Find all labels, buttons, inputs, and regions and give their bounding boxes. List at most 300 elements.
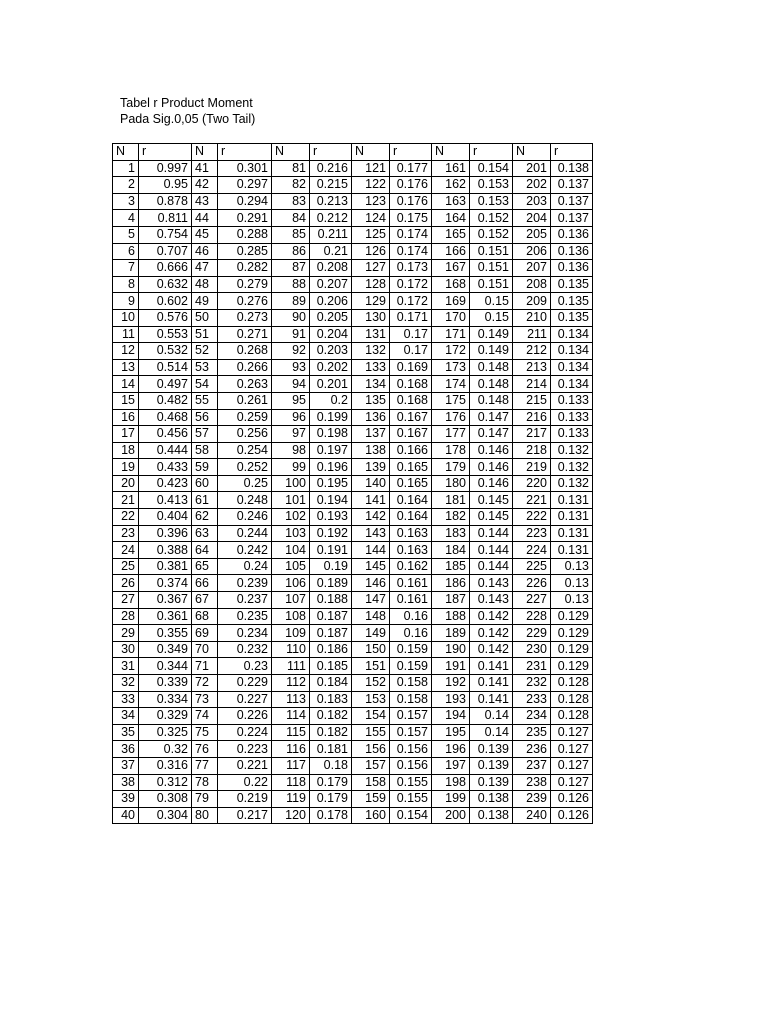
cell-n: 105 — [272, 558, 310, 575]
cell-r: 0.131 — [551, 525, 593, 542]
cell-r: 0.13 — [551, 558, 593, 575]
cell-n: 189 — [432, 625, 470, 642]
cell-n: 109 — [272, 625, 310, 642]
cell-n: 186 — [432, 575, 470, 592]
cell-n: 28 — [113, 608, 139, 625]
cell-n: 175 — [432, 392, 470, 409]
cell-r: 0.279 — [218, 276, 272, 293]
cell-n: 94 — [272, 376, 310, 393]
cell-r: 0.396 — [139, 525, 192, 542]
cell-n: 7 — [113, 260, 139, 277]
cell-n: 161 — [432, 160, 470, 177]
cell-r: 0.186 — [310, 641, 352, 658]
cell-r: 0.161 — [390, 592, 432, 609]
cell-r: 0.297 — [218, 177, 272, 194]
cell-r: 0.134 — [551, 359, 593, 376]
cell-r: 0.135 — [551, 293, 593, 310]
cell-n: 23 — [113, 525, 139, 542]
cell-r: 0.308 — [139, 791, 192, 808]
cell-n: 30 — [113, 641, 139, 658]
cell-r: 0.276 — [218, 293, 272, 310]
cell-n: 111 — [272, 658, 310, 675]
table-row — [113, 177, 593, 194]
cell-n: 169 — [432, 293, 470, 310]
cell-n: 73 — [192, 691, 218, 708]
cell-r: 0.271 — [218, 326, 272, 343]
cell-n: 208 — [513, 276, 551, 293]
cell-n: 75 — [192, 724, 218, 741]
cell-n: 106 — [272, 575, 310, 592]
cell-r: 0.404 — [139, 509, 192, 526]
cell-n: 98 — [272, 442, 310, 459]
cell-r: 0.301 — [218, 160, 272, 177]
table-row — [113, 392, 593, 409]
cell-r: 0.162 — [390, 558, 432, 575]
cell-r: 0.221 — [218, 757, 272, 774]
cell-n: 180 — [432, 475, 470, 492]
cell-r: 0.374 — [139, 575, 192, 592]
cell-r: 0.145 — [470, 492, 513, 509]
cell-r: 0.263 — [218, 376, 272, 393]
cell-n: 3 — [113, 193, 139, 210]
cell-r: 0.997 — [139, 160, 192, 177]
cell-n: 103 — [272, 525, 310, 542]
cell-n: 57 — [192, 426, 218, 443]
cell-r: 0.312 — [139, 774, 192, 791]
cell-n: 143 — [352, 525, 390, 542]
cell-n: 204 — [513, 210, 551, 227]
cell-n: 12 — [113, 343, 139, 360]
cell-r: 0.132 — [551, 475, 593, 492]
cell-r: 0.133 — [551, 409, 593, 426]
cell-r: 0.136 — [551, 243, 593, 260]
cell-n: 183 — [432, 525, 470, 542]
cell-r: 0.329 — [139, 708, 192, 725]
cell-r: 0.134 — [551, 326, 593, 343]
cell-r: 0.188 — [310, 592, 352, 609]
cell-n: 67 — [192, 592, 218, 609]
cell-n: 93 — [272, 359, 310, 376]
cell-n: 56 — [192, 409, 218, 426]
cell-n: 187 — [432, 592, 470, 609]
cell-r: 0.158 — [390, 691, 432, 708]
cell-n: 191 — [432, 658, 470, 675]
table-subtitle: Pada Sig.0,05 (Two Tail) — [120, 112, 256, 126]
cell-r: 0.132 — [551, 442, 593, 459]
cell-r: 0.259 — [218, 409, 272, 426]
cell-r: 0.232 — [218, 641, 272, 658]
cell-n: 13 — [113, 359, 139, 376]
cell-n: 210 — [513, 309, 551, 326]
cell-r: 0.126 — [551, 807, 593, 824]
cell-n: 195 — [432, 724, 470, 741]
cell-r: 0.226 — [218, 708, 272, 725]
cell-r: 0.181 — [310, 741, 352, 758]
cell-r: 0.576 — [139, 309, 192, 326]
cell-n: 10 — [113, 309, 139, 326]
cell-r: 0.252 — [218, 459, 272, 476]
cell-n: 16 — [113, 409, 139, 426]
cell-n: 107 — [272, 592, 310, 609]
cell-n: 108 — [272, 608, 310, 625]
cell-n: 126 — [352, 243, 390, 260]
cell-n: 131 — [352, 326, 390, 343]
cell-r: 0.95 — [139, 177, 192, 194]
cell-r: 0.128 — [551, 675, 593, 692]
cell-r: 0.14 — [470, 708, 513, 725]
cell-n: 41 — [192, 160, 218, 177]
cell-n: 155 — [352, 724, 390, 741]
cell-n: 235 — [513, 724, 551, 741]
cell-n: 29 — [113, 625, 139, 642]
cell-n: 194 — [432, 708, 470, 725]
cell-n: 233 — [513, 691, 551, 708]
cell-n: 188 — [432, 608, 470, 625]
cell-n: 58 — [192, 442, 218, 459]
cell-n: 26 — [113, 575, 139, 592]
cell-n: 92 — [272, 343, 310, 360]
cell-n: 139 — [352, 459, 390, 476]
cell-n: 42 — [192, 177, 218, 194]
cell-r: 0.213 — [310, 193, 352, 210]
cell-n: 184 — [432, 542, 470, 559]
cell-n: 88 — [272, 276, 310, 293]
table-row — [113, 641, 593, 658]
cell-r: 0.145 — [470, 509, 513, 526]
cell-n: 76 — [192, 741, 218, 758]
cell-r: 0.242 — [218, 542, 272, 559]
cell-r: 0.148 — [470, 359, 513, 376]
table-row — [113, 226, 593, 243]
cell-n: 158 — [352, 774, 390, 791]
cell-n: 124 — [352, 210, 390, 227]
cell-r: 0.139 — [470, 774, 513, 791]
cell-r: 0.172 — [390, 276, 432, 293]
cell-n: 141 — [352, 492, 390, 509]
table-row — [113, 376, 593, 393]
cell-r: 0.156 — [390, 741, 432, 758]
cell-n: 68 — [192, 608, 218, 625]
cell-n: 167 — [432, 260, 470, 277]
cell-n: 5 — [113, 226, 139, 243]
cell-n: 137 — [352, 426, 390, 443]
cell-r: 0.157 — [390, 708, 432, 725]
cell-n: 145 — [352, 558, 390, 575]
cell-n: 207 — [513, 260, 551, 277]
cell-n: 218 — [513, 442, 551, 459]
cell-n: 138 — [352, 442, 390, 459]
cell-n: 1 — [113, 160, 139, 177]
cell-r: 0.19 — [310, 558, 352, 575]
cell-r: 0.21 — [310, 243, 352, 260]
cell-n: 64 — [192, 542, 218, 559]
cell-r: 0.194 — [310, 492, 352, 509]
cell-r: 0.151 — [470, 243, 513, 260]
cell-r: 0.138 — [470, 807, 513, 824]
cell-r: 0.159 — [390, 641, 432, 658]
cell-n: 32 — [113, 675, 139, 692]
cell-r: 0.133 — [551, 426, 593, 443]
cell-r: 0.388 — [139, 542, 192, 559]
cell-r: 0.169 — [390, 359, 432, 376]
cell-n: 230 — [513, 641, 551, 658]
cell-n: 86 — [272, 243, 310, 260]
column-header-n: N — [192, 144, 218, 161]
cell-r: 0.234 — [218, 625, 272, 642]
cell-r: 0.23 — [218, 658, 272, 675]
cell-n: 225 — [513, 558, 551, 575]
cell-n: 63 — [192, 525, 218, 542]
cell-n: 212 — [513, 343, 551, 360]
cell-r: 0.128 — [551, 708, 593, 725]
cell-n: 160 — [352, 807, 390, 824]
cell-r: 0.189 — [310, 575, 352, 592]
cell-r: 0.227 — [218, 691, 272, 708]
cell-n: 182 — [432, 509, 470, 526]
cell-r: 0.514 — [139, 359, 192, 376]
cell-n: 39 — [113, 791, 139, 808]
table-row — [113, 309, 593, 326]
table-row — [113, 343, 593, 360]
cell-n: 40 — [113, 807, 139, 824]
table-row — [113, 774, 593, 791]
cell-r: 0.198 — [310, 426, 352, 443]
cell-r: 0.192 — [310, 525, 352, 542]
cell-n: 4 — [113, 210, 139, 227]
cell-n: 166 — [432, 243, 470, 260]
table-row — [113, 293, 593, 310]
cell-r: 0.339 — [139, 675, 192, 692]
table-body — [113, 160, 593, 824]
cell-n: 128 — [352, 276, 390, 293]
cell-r: 0.166 — [390, 442, 432, 459]
cell-r: 0.246 — [218, 509, 272, 526]
cell-r: 0.165 — [390, 475, 432, 492]
cell-n: 2 — [113, 177, 139, 194]
cell-r: 0.17 — [390, 326, 432, 343]
cell-n: 165 — [432, 226, 470, 243]
cell-r: 0.195 — [310, 475, 352, 492]
cell-r: 0.18 — [310, 757, 352, 774]
cell-n: 54 — [192, 376, 218, 393]
cell-n: 236 — [513, 741, 551, 758]
cell-n: 95 — [272, 392, 310, 409]
cell-r: 0.444 — [139, 442, 192, 459]
cell-r: 0.176 — [390, 193, 432, 210]
cell-n: 231 — [513, 658, 551, 675]
cell-r: 0.151 — [470, 276, 513, 293]
cell-n: 173 — [432, 359, 470, 376]
table-row — [113, 658, 593, 675]
cell-n: 223 — [513, 525, 551, 542]
table-row — [113, 608, 593, 625]
cell-n: 201 — [513, 160, 551, 177]
cell-n: 44 — [192, 210, 218, 227]
table-row — [113, 459, 593, 476]
cell-n: 101 — [272, 492, 310, 509]
table-row — [113, 442, 593, 459]
cell-r: 0.147 — [470, 426, 513, 443]
table-row — [113, 741, 593, 758]
cell-n: 196 — [432, 741, 470, 758]
cell-r: 0.15 — [470, 309, 513, 326]
cell-r: 0.157 — [390, 724, 432, 741]
cell-n: 117 — [272, 757, 310, 774]
cell-r: 0.127 — [551, 774, 593, 791]
cell-r: 0.175 — [390, 210, 432, 227]
cell-r: 0.173 — [390, 260, 432, 277]
cell-n: 135 — [352, 392, 390, 409]
cell-n: 96 — [272, 409, 310, 426]
cell-n: 48 — [192, 276, 218, 293]
cell-r: 0.282 — [218, 260, 272, 277]
cell-r: 0.266 — [218, 359, 272, 376]
cell-n: 220 — [513, 475, 551, 492]
cell-r: 0.256 — [218, 426, 272, 443]
cell-n: 226 — [513, 575, 551, 592]
table-row — [113, 675, 593, 692]
cell-r: 0.141 — [470, 691, 513, 708]
cell-n: 60 — [192, 475, 218, 492]
cell-n: 177 — [432, 426, 470, 443]
cell-n: 163 — [432, 193, 470, 210]
cell-n: 37 — [113, 757, 139, 774]
cell-n: 202 — [513, 177, 551, 194]
cell-r: 0.161 — [390, 575, 432, 592]
cell-n: 193 — [432, 691, 470, 708]
cell-r: 0.237 — [218, 592, 272, 609]
cell-n: 74 — [192, 708, 218, 725]
cell-n: 213 — [513, 359, 551, 376]
cell-r: 0.423 — [139, 475, 192, 492]
cell-r: 0.2 — [310, 392, 352, 409]
cell-r: 0.153 — [470, 177, 513, 194]
cell-r: 0.142 — [470, 625, 513, 642]
cell-n: 125 — [352, 226, 390, 243]
cell-r: 0.16 — [390, 625, 432, 642]
cell-r: 0.153 — [470, 193, 513, 210]
cell-n: 120 — [272, 807, 310, 824]
cell-n: 102 — [272, 509, 310, 526]
column-header-n: N — [272, 144, 310, 161]
cell-n: 35 — [113, 724, 139, 741]
cell-n: 89 — [272, 293, 310, 310]
cell-n: 34 — [113, 708, 139, 725]
cell-r: 0.666 — [139, 260, 192, 277]
cell-r: 0.146 — [470, 442, 513, 459]
cell-n: 9 — [113, 293, 139, 310]
cell-n: 49 — [192, 293, 218, 310]
cell-r: 0.184 — [310, 675, 352, 692]
cell-r: 0.148 — [470, 376, 513, 393]
cell-n: 219 — [513, 459, 551, 476]
cell-n: 90 — [272, 309, 310, 326]
cell-r: 0.126 — [551, 791, 593, 808]
cell-r: 0.229 — [218, 675, 272, 692]
cell-n: 31 — [113, 658, 139, 675]
cell-r: 0.208 — [310, 260, 352, 277]
cell-r: 0.602 — [139, 293, 192, 310]
cell-n: 21 — [113, 492, 139, 509]
cell-n: 133 — [352, 359, 390, 376]
cell-r: 0.168 — [390, 392, 432, 409]
cell-r: 0.202 — [310, 359, 352, 376]
cell-r: 0.235 — [218, 608, 272, 625]
cell-n: 164 — [432, 210, 470, 227]
cell-n: 154 — [352, 708, 390, 725]
cell-r: 0.141 — [470, 675, 513, 692]
cell-r: 0.155 — [390, 791, 432, 808]
cell-r: 0.128 — [551, 691, 593, 708]
table-row — [113, 558, 593, 575]
cell-r: 0.138 — [470, 791, 513, 808]
cell-r: 0.304 — [139, 807, 192, 824]
cell-r: 0.334 — [139, 691, 192, 708]
cell-n: 91 — [272, 326, 310, 343]
column-header-r: r — [310, 144, 352, 161]
cell-n: 198 — [432, 774, 470, 791]
cell-n: 45 — [192, 226, 218, 243]
cell-r: 0.149 — [470, 343, 513, 360]
cell-r: 0.13 — [551, 575, 593, 592]
cell-r: 0.168 — [390, 376, 432, 393]
cell-r: 0.261 — [218, 392, 272, 409]
cell-n: 79 — [192, 791, 218, 808]
cell-n: 97 — [272, 426, 310, 443]
cell-r: 0.187 — [310, 625, 352, 642]
cell-n: 69 — [192, 625, 218, 642]
cell-r: 0.164 — [390, 509, 432, 526]
cell-n: 228 — [513, 608, 551, 625]
cell-n: 238 — [513, 774, 551, 791]
cell-r: 0.134 — [551, 343, 593, 360]
cell-n: 47 — [192, 260, 218, 277]
table-row — [113, 210, 593, 227]
cell-n: 150 — [352, 641, 390, 658]
cell-n: 222 — [513, 509, 551, 526]
cell-n: 82 — [272, 177, 310, 194]
cell-n: 162 — [432, 177, 470, 194]
cell-n: 152 — [352, 675, 390, 692]
cell-r: 0.25 — [218, 475, 272, 492]
table-row — [113, 359, 593, 376]
cell-r: 0.707 — [139, 243, 192, 260]
cell-r: 0.138 — [551, 160, 593, 177]
cell-n: 53 — [192, 359, 218, 376]
cell-r: 0.206 — [310, 293, 352, 310]
cell-r: 0.15 — [470, 293, 513, 310]
cell-r: 0.143 — [470, 592, 513, 609]
cell-n: 50 — [192, 309, 218, 326]
table-row — [113, 592, 593, 609]
cell-r: 0.413 — [139, 492, 192, 509]
cell-r: 0.178 — [310, 807, 352, 824]
cell-r: 0.201 — [310, 376, 352, 393]
table-row — [113, 791, 593, 808]
cell-n: 172 — [432, 343, 470, 360]
cell-r: 0.163 — [390, 525, 432, 542]
table-row — [113, 509, 593, 526]
cell-n: 71 — [192, 658, 218, 675]
cell-n: 148 — [352, 608, 390, 625]
cell-n: 171 — [432, 326, 470, 343]
cell-r: 0.14 — [470, 724, 513, 741]
column-header-n: N — [352, 144, 390, 161]
cell-n: 185 — [432, 558, 470, 575]
cell-r: 0.191 — [310, 542, 352, 559]
cell-r: 0.381 — [139, 558, 192, 575]
cell-n: 19 — [113, 459, 139, 476]
